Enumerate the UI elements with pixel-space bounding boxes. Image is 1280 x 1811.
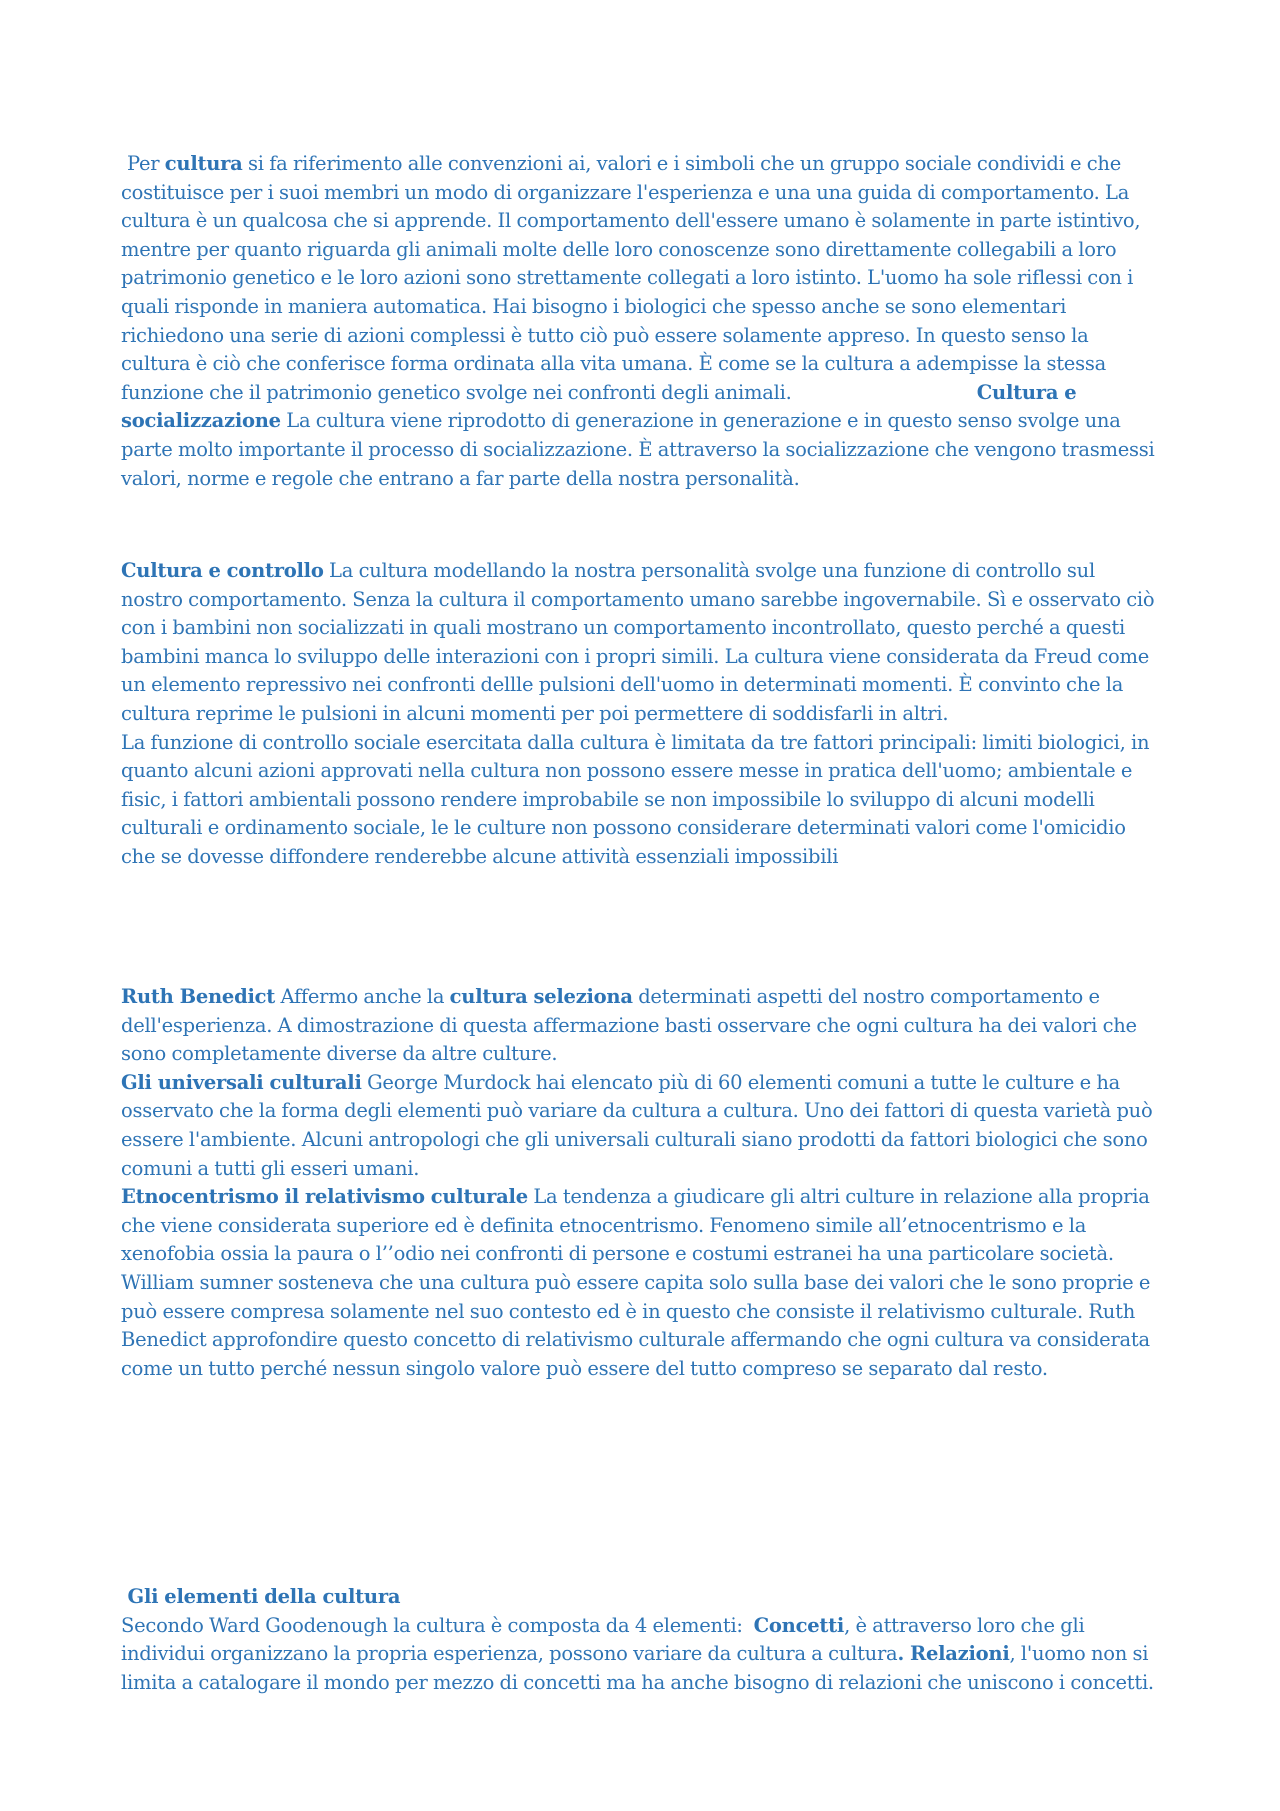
tab-gap [792, 381, 977, 404]
heading-ruth-benedict: Ruth Benedict [121, 985, 276, 1008]
heading-cultura-e-controllo: Cultura e controllo [121, 559, 324, 582]
paragraph-goodenough [121, 1612, 1161, 1698]
section-benedict-universali [121, 983, 1161, 1383]
section-cultura [121, 150, 1161, 493]
paragraph-etnocentrismo [121, 1183, 1161, 1269]
paragraph-william-sumner [121, 1269, 1161, 1383]
paragraph-universali-culturali [121, 1069, 1161, 1183]
bold-term-cultura-seleziona: cultura seleziona [449, 985, 633, 1008]
paragraph-text: La cultura modellando la nostra personalità svolge una funzione di controllo sul nostro comportamento. Senza la cultura il comportamento umano sarebbe ingovernabile. Sì e osservato ciò con i bambini non socializzati in quali mostrano un comportamento incontrollato, questo perché a questi bambini manca lo sviluppo delle interazioni con i propri simili. La cultura viene considerata da Freud come un elemento repressivo nei confronti dellle pulsioni dell'uomo in determinati momenti. È convinto che la cultura reprime le pulsioni in alcuni momenti per poi permettere di soddisfarli in altri. [121, 559, 1155, 725]
leading-space: Per [121, 152, 165, 175]
heading-elementi-della-cultura [121, 1583, 1161, 1612]
paragraph-text: La tendenza a giudicare gli altri culture in relazione alla propria che viene considerata superiore ed è definita etnocentrismo. Fenomeno simile all’etnocentrismo e la xenofobia ossia la paura o l’’odio nei confronti di persone e costumi estranei ha una particolare società. [121, 1185, 1150, 1266]
paragraph-text: George Murdock hai elencato più di 60 elementi comuni a tutte le culture e ha osservato che la forma degli elementi può variare da cultura a cultura. Uno dei fattori di questa varietà può essere l'ambiente. Alcuni antropologi che gli universali culturali siano prodotti da fattori biologici che sono comuni a tutti gli esseri umani. [121, 1070, 1153, 1180]
paragraph-text: La cultura viene riprodotto di generazione in generazione e in questo senso svolge una parte molto importante il processo di socializzazione. È attraverso la socializzazione che vengono trasmessi valori, norme e regole che entrano a far parte della nostra personalità. [121, 409, 1155, 490]
paragraph-text: La funzione di controllo sociale esercitata dalla cultura è limitata da tre fattori principali: limiti biologici, in quanto alcuni azioni approvati nella cultura non possono essere messe in pratica dell'uomo; ambientale e fisic, i fattori ambientali possono rendere improbabile se non impossibile lo sviluppo di alcuni modelli culturali e ordinamento sociale, le le culture non possono considerare determinati valori come l'omicidio che se dovesse diffondere renderebbe alcune attività essenziali impossibili [121, 730, 1150, 868]
section-elementi-cultura [121, 1583, 1161, 1697]
paragraph-cultura-e-controllo [121, 557, 1161, 729]
paragraph-ruth-benedict [121, 983, 1161, 1069]
heading-text: Gli elementi della cultura [121, 1585, 401, 1608]
paragraph-text: William sumner sosteneva che una cultura può essere capita solo sulla base dei valori che le sono proprie e può essere compresa solamente nel suo contesto ed è in questo che consiste il relativismo culturale. Ruth Benedict approfondire questo concetto di relativismo culturale affermando che ogni cultura va considerata come un tutto perché nessun singolo valore può essere del tutto compreso se separato dal resto. [121, 1270, 1151, 1380]
paragraph-text: Affermo anche la [275, 985, 450, 1008]
bold-term-relazioni: . Relazioni [897, 1642, 1010, 1666]
paragraph-text: , è attraverso loro che gli individui organizzano la propria esperienza, possono variare da cultura a cultura [121, 1613, 1085, 1666]
paragraph-cultura-definizione [121, 150, 1161, 493]
heading-universali-culturali: Gli universali culturali [121, 1070, 362, 1094]
paragraph-text: determinati aspetti del nostro comportamento e dell'esperienza. A dimostrazione di questa affermazione basti osservare che ogni cultura ha dei valori che sono completamente diverse da altre culture. [121, 985, 1137, 1066]
bold-term-cultura: cultura [164, 152, 243, 175]
heading-etnocentrismo: Etnocentrismo il relativismo culturale [121, 1185, 528, 1209]
paragraph-text: Secondo Ward Goodenough la cultura è composta da 4 elementi: [121, 1613, 754, 1637]
paragraph-text: si fa riferimento alle convenzioni ai, valori e i simboli che un gruppo sociale condividi e che costituisce per i suoi membri un modo di organizzare l'esperienza e una una guida di comportamento. La cultura è un qualcosa che si apprende. Il comportamento dell'essere umano è solamente in parte istintivo, mentre per quanto riguarda gli animali molte delle loro conoscenze sono direttamente collegabili a loro patrimonio genetico e le loro azioni sono strettamente collegati a loro istinto. L'uomo ha sole riflessi con i quali risponde in maniera automatica. Hai bisogno i biologici che spesso anche se sono elementari richiedono una serie di azioni complessi è tutto ciò può essere solamente appreso. In questo senso la cultura è ciò che conferisce forma ordinata alla vita umana. È come se la cultura a adempisse la stessa funzione che il patrimonio genetico svolge nei confronti degli animali. [121, 152, 1141, 404]
section-cultura-e-controllo [121, 557, 1161, 872]
bold-term-concetti: Concetti [753, 1613, 845, 1637]
heading-cultura-e-socializzazione: Cultura e socializzazione [121, 380, 1077, 433]
paragraph-controllo-sociale [121, 729, 1161, 872]
paragraph-text: , l'uomo non si limita a catalogare il mondo per mezzo di concetti ma ha anche bisogno di relazioni che uniscono i concetti. [121, 1642, 1154, 1694]
